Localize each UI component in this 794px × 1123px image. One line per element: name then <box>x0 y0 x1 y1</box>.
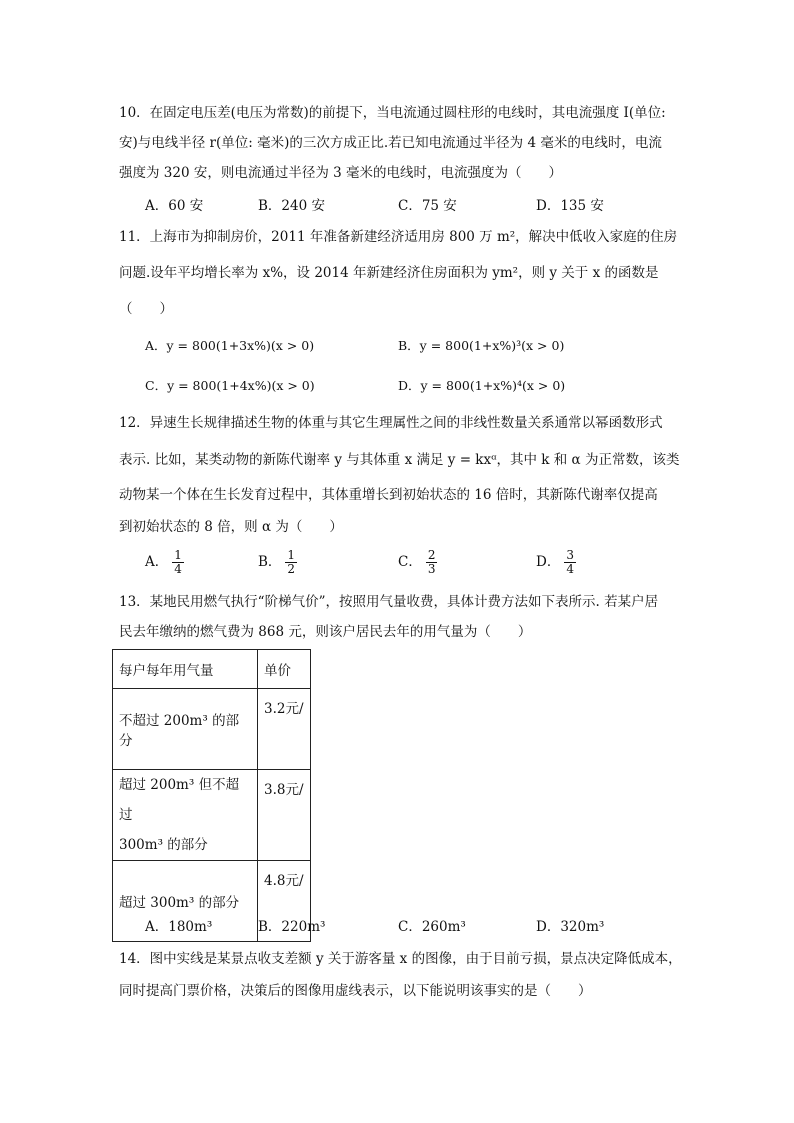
q11-line-3: （ ） <box>119 301 173 317</box>
q11-option-a[interactable]: A．y = 800(1+3x%)(x > 0) <box>145 338 315 353</box>
row-range: 超过 300m³ 的部分 <box>113 861 258 942</box>
q12-option-b-fraction <box>285 549 297 576</box>
gas-price-table <box>112 649 311 942</box>
row-range-part-1: 超过 200m³ 但不超过 <box>119 777 240 823</box>
q12-option-b-label: B． <box>258 554 282 570</box>
q12-option-d-fraction <box>564 549 576 576</box>
table-row <box>113 689 311 770</box>
q12-option-d[interactable] <box>536 549 576 576</box>
q11-option-b[interactable]: B．y = 800(1+x%)³(x > 0) <box>398 338 565 353</box>
q13-option-a[interactable]: A．180m³ <box>145 919 213 935</box>
fraction-numerator: 3 <box>566 548 574 562</box>
q12-line-3: 动物某一个体在生长发育过程中，其体重增长到初始状态的 16 倍时，其新陈代谢率仅提高 <box>119 487 658 503</box>
row-price: 3.2元/ <box>258 689 311 770</box>
header-price: 单价 <box>258 650 311 689</box>
q10-option-d[interactable]: D．135 安 <box>536 198 604 214</box>
q12-option-a[interactable] <box>145 549 184 576</box>
row-price: 4.8元/ <box>258 861 311 942</box>
fraction-numerator: 1 <box>174 548 182 562</box>
q12-line-4: 到初始状态的 8 倍，则 α 为（ ） <box>119 519 343 535</box>
q10-line-3: 强度为 320 安，则电流通过半径为 3 毫米的电线时，电流强度为（ ） <box>119 165 563 181</box>
q12-option-c-fraction <box>426 549 438 576</box>
fraction-denominator: 4 <box>174 562 182 576</box>
q12-option-c[interactable] <box>398 549 437 576</box>
q10-line-1: 10．在固定电压差(电压为常数)的前提下，当电流通过圆柱形的电线时，其电流强度 I(单位: <box>119 105 666 121</box>
q13-option-d[interactable]: D．320m³ <box>536 919 605 935</box>
table-row <box>113 770 311 861</box>
q11-option-d[interactable]: D．y = 800(1+x%)⁴(x > 0) <box>398 378 566 393</box>
row-range <box>113 770 258 861</box>
fraction-denominator: 3 <box>427 562 436 576</box>
q12-line-2: 表示. 比如，某类动物的新陈代谢率 y 与其体重 x 满足 y = kxᵅ，其中 k 和 α 为正常数，该类 <box>119 452 680 468</box>
q12-line-1: 12．异速生长规律描述生物的体重与其它生理属性之间的非线性数量关系通常以幂函数形式 <box>119 415 663 431</box>
fraction-numerator: 1 <box>287 548 296 562</box>
row-range: 不超过 200m³ 的部分 <box>113 689 258 770</box>
q10-option-c[interactable]: C．75 安 <box>398 198 457 214</box>
q10-option-a[interactable]: A．60 安 <box>145 198 204 214</box>
q12-option-b[interactable] <box>258 549 297 576</box>
fraction-numerator: 2 <box>427 548 436 562</box>
q12-option-d-label: D． <box>536 554 561 570</box>
q13-line-2: 民去年缴纳的燃气费为 868 元，则该户居民去年的用气量为（ ） <box>119 624 532 640</box>
q10-line-2: 安)与电线半径 r(单位: 毫米)的三次方成正比.若已知电流通过半径为 4 毫米的电线时，电流 <box>119 135 662 151</box>
q12-option-a-fraction <box>172 549 184 576</box>
q14-line-1: 14．图中实线是某景点收支差额 y 关于游客量 x 的图像，由于目前亏损，景点决定降低成本， <box>119 951 682 967</box>
fraction-denominator: 4 <box>566 562 574 576</box>
q14-line-2: 同时提高门票价格，决策后的图像用虚线表示，以下能说明该事实的是（ ） <box>119 983 592 999</box>
q13-option-c[interactable]: C．260m³ <box>398 919 466 935</box>
q13-option-b[interactable]: B．220m³ <box>258 919 326 935</box>
header-usage: 每户每年用气量 <box>113 650 258 689</box>
q11-line-1: 11．上海市为抑制房价，2011 年准备新建经济适用房 800 万 m²，解决中低收入家庭的住房 <box>119 229 678 245</box>
q11-option-c[interactable]: C．y = 800(1+4x%)(x > 0) <box>145 378 315 393</box>
row-price: 3.8元/ <box>258 770 311 861</box>
row-range-part-2: 300m³ 的部分 <box>119 837 208 853</box>
q11-line-2: 问题.设年平均增长率为 x%，设 2014 年新建经济住房面积为 ym²，则 y 关于 x 的函数是 <box>119 265 659 281</box>
q12-option-a-label: A． <box>145 554 169 570</box>
table-header-row <box>113 650 311 689</box>
fraction-denominator: 2 <box>287 562 296 576</box>
q12-option-c-label: C． <box>398 554 422 570</box>
q10-option-b[interactable]: B．240 安 <box>258 198 325 214</box>
q13-line-1: 13．某地民用燃气执行“阶梯气价”，按照用气量收费，具体计费方法如下表所示. 若某户居 <box>119 594 659 610</box>
